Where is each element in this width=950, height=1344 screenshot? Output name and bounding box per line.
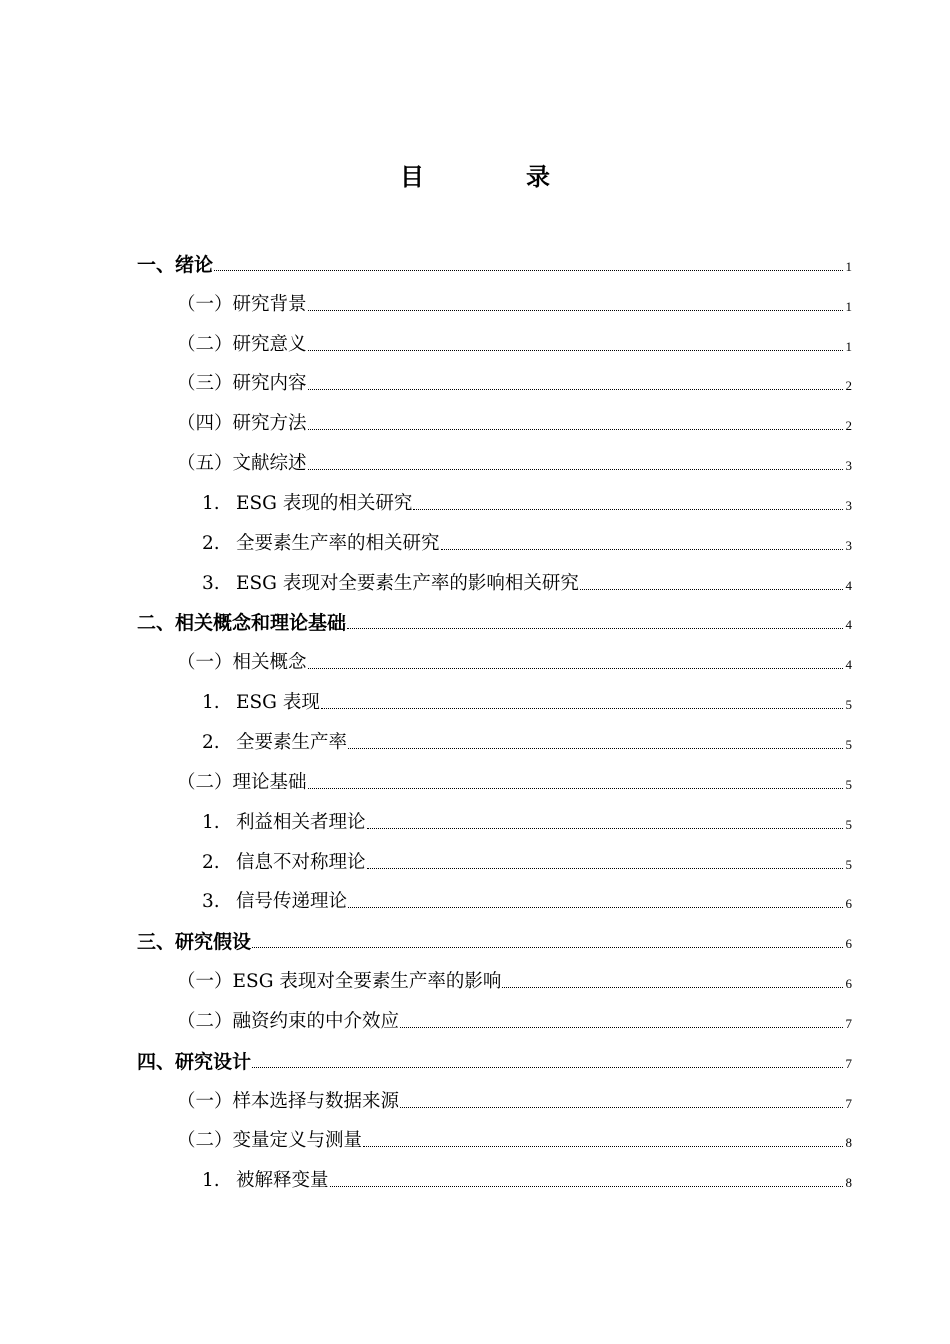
toc-entry-label — [177, 292, 307, 320]
toc-entry-level-3[interactable] — [137, 479, 852, 519]
toc-entry-number: 1. — [202, 1170, 220, 1192]
toc-entry-label — [137, 610, 346, 638]
toc-dot-leader — [214, 270, 843, 271]
toc-dot-leader — [348, 907, 843, 908]
toc-entry-level-3[interactable] — [137, 878, 852, 918]
toc-page-number: 5 — [845, 856, 852, 872]
toc-dot-leader — [347, 628, 843, 629]
toc-dot-leader — [367, 828, 843, 829]
toc-page-number: 7 — [845, 1055, 852, 1071]
toc-page-number: 4 — [845, 577, 852, 593]
toc-entry-level-1[interactable] — [137, 1037, 852, 1077]
toc-entry-level-2[interactable] — [137, 399, 852, 439]
toc-title — [0, 160, 950, 194]
toc-page-number: 6 — [845, 976, 852, 992]
toc-dot-leader — [413, 509, 843, 510]
toc-entry-text: 研究意义 — [232, 333, 307, 355]
toc-entry-text: ESG 表现对全要素生产率的影响 — [232, 971, 502, 993]
toc-entry-label — [177, 969, 501, 997]
toc-entry-text: 全要素生产率的相关研究 — [236, 532, 440, 554]
toc-entry-number: （四） — [177, 413, 233, 435]
toc-dot-leader — [321, 708, 843, 709]
toc-entry-number: （二） — [177, 333, 233, 355]
toc-entry-level-3[interactable] — [137, 519, 852, 559]
toc-entry-text: 信息不对称理论 — [236, 851, 366, 873]
toc-entry-number: （五） — [177, 453, 233, 475]
toc-page-number: 8 — [845, 1175, 852, 1191]
toc-entry-label — [202, 810, 366, 838]
toc-dot-leader — [308, 788, 843, 789]
toc-entry-text: ESG 表现对全要素生产率的影响相关研究 — [236, 572, 579, 594]
toc-entry-level-3[interactable] — [137, 1156, 852, 1196]
toc-page-number: 1 — [845, 338, 852, 354]
toc-dot-leader — [400, 1107, 843, 1108]
toc-page-number: 3 — [845, 497, 852, 513]
toc-dot-leader — [308, 310, 843, 311]
toc-entry-level-2[interactable] — [137, 439, 852, 479]
toc-dot-leader — [580, 589, 843, 590]
toc-entry-label — [177, 1009, 399, 1037]
toc-entry-level-1[interactable] — [137, 240, 852, 280]
toc-entry-text: 信号传递理论 — [236, 891, 348, 913]
toc-page-number: 5 — [845, 736, 852, 752]
toc-entry-label — [137, 252, 213, 280]
toc-page-number: 2 — [845, 418, 852, 434]
toc-entry-text: 利益相关者理论 — [236, 811, 366, 833]
toc-entry-label — [202, 850, 366, 878]
toc-dot-leader — [502, 987, 843, 988]
toc-entry-number: （一） — [177, 652, 233, 674]
toc-entry-number: （一） — [177, 293, 233, 315]
toc-dot-leader — [363, 1146, 843, 1147]
toc-page-number: 6 — [845, 896, 852, 912]
toc-entry-number: （三） — [177, 373, 233, 395]
toc-entry-label — [177, 650, 307, 678]
toc-dot-leader — [441, 549, 843, 550]
toc-entry-text: 相关概念和理论基础 — [175, 612, 347, 635]
toc-entry-label — [202, 690, 320, 718]
toc-entry-level-2[interactable] — [137, 280, 852, 320]
toc-entry-number: 二、 — [137, 612, 176, 635]
toc-page-number: 4 — [845, 657, 852, 673]
toc-page-number: 1 — [845, 298, 852, 314]
toc-title-char-2: 录 — [526, 163, 550, 191]
toc-entry-label — [202, 730, 347, 758]
toc-title-char-1: 目 — [400, 163, 424, 191]
toc-entry-label — [202, 571, 579, 599]
toc-entry-label — [177, 1128, 362, 1156]
toc-dot-leader — [308, 350, 843, 351]
toc-page-number: 7 — [845, 1095, 852, 1111]
toc-entry-number: 四、 — [137, 1050, 176, 1073]
toc-entry-number: 三、 — [137, 931, 176, 954]
toc-entry-number: 1. — [202, 811, 220, 833]
toc-entry-level-1[interactable] — [137, 917, 852, 957]
toc-entry-number: 1. — [202, 692, 220, 714]
toc-entry-text: 被解释变量 — [236, 1170, 329, 1192]
toc-entry-level-3[interactable] — [137, 838, 852, 878]
toc-entry-number: （二） — [177, 1130, 233, 1152]
toc-page-number: 5 — [845, 697, 852, 713]
toc-page-number: 3 — [845, 537, 852, 553]
toc-entry-text: 研究内容 — [232, 373, 307, 395]
toc-dot-leader — [308, 389, 843, 390]
toc-entry-text: 研究背景 — [232, 293, 307, 315]
toc-entry-text: 融资约束的中介效应 — [232, 1010, 400, 1032]
toc-page-number: 5 — [845, 816, 852, 832]
toc-entry-text: 样本选择与数据来源 — [232, 1090, 400, 1112]
toc-entry-level-2[interactable] — [137, 360, 852, 400]
toc-entry-number: 1. — [202, 492, 220, 514]
toc-entry-level-2[interactable] — [137, 758, 852, 798]
toc-entry-label — [177, 371, 307, 399]
toc-page-number: 6 — [845, 936, 852, 952]
toc-dot-leader — [252, 1067, 843, 1068]
toc-entry-level-2[interactable] — [137, 957, 852, 997]
toc-page-number: 8 — [845, 1135, 852, 1151]
toc-entry-label — [177, 451, 307, 479]
toc-entry-label — [202, 889, 347, 917]
toc-entry-label — [202, 1168, 329, 1196]
toc-entry-label — [177, 770, 307, 798]
toc-entry-text: 全要素生产率 — [236, 731, 348, 753]
toc-entry-level-3[interactable] — [137, 718, 852, 758]
toc-entry-number: （一） — [177, 1090, 233, 1112]
toc-entry-number: （二） — [177, 771, 233, 793]
toc-entry-number: 一、 — [137, 253, 176, 276]
toc-entry-level-2[interactable] — [137, 997, 852, 1037]
toc-dot-leader — [308, 668, 843, 669]
toc-entry-label — [202, 531, 440, 559]
toc-dot-leader — [252, 947, 843, 948]
toc-dot-leader — [367, 868, 843, 869]
toc-page-number: 7 — [845, 1015, 852, 1031]
toc-entry-number: （二） — [177, 1010, 233, 1032]
toc-entry-level-2[interactable] — [137, 638, 852, 678]
toc-entry-level-2[interactable] — [137, 1077, 852, 1117]
toc-entry-number: （一） — [177, 971, 233, 993]
toc-entry-text: 研究设计 — [175, 1050, 252, 1073]
toc-entry-text: 相关概念 — [232, 652, 307, 674]
toc-entry-number: 2. — [202, 851, 220, 873]
toc-dot-leader — [348, 748, 843, 749]
toc-entry-text: 理论基础 — [232, 771, 307, 793]
toc-entry-number: 3. — [202, 572, 220, 594]
toc-entry-text: ESG 表现的相关研究 — [236, 492, 413, 514]
toc-page-number: 1 — [845, 258, 852, 274]
toc-dot-leader — [330, 1186, 843, 1187]
toc-entry-number: 3. — [202, 891, 220, 913]
toc-entry-label — [177, 332, 307, 360]
toc-page-number: 2 — [845, 378, 852, 394]
toc-entry-label — [177, 1089, 399, 1117]
toc-page-number: 5 — [845, 776, 852, 792]
toc-entry-level-2[interactable] — [137, 320, 852, 360]
toc-page-number: 4 — [845, 617, 852, 633]
toc-entry-label — [137, 929, 251, 957]
toc-entry-text: 绪论 — [175, 253, 214, 276]
toc-entry-text: 研究方法 — [232, 413, 307, 435]
toc-entry-text: ESG 表现 — [236, 692, 320, 714]
toc-entry-label — [177, 411, 307, 439]
toc-entry-text: 研究假设 — [175, 931, 252, 954]
toc-dot-leader — [308, 429, 843, 430]
toc-page-number: 3 — [845, 458, 852, 474]
toc-entry-level-1[interactable] — [137, 599, 852, 639]
toc-dot-leader — [400, 1027, 843, 1028]
toc-entry-number: 2. — [202, 731, 220, 753]
toc-entry-level-3[interactable] — [137, 798, 852, 838]
toc-dot-leader — [308, 469, 843, 470]
toc-entry-label — [137, 1049, 251, 1077]
toc-entry-label — [202, 491, 412, 519]
toc-list — [137, 240, 852, 1196]
toc-entry-number: 2. — [202, 532, 220, 554]
toc-entry-text: 变量定义与测量 — [232, 1130, 363, 1152]
toc-entry-level-3[interactable] — [137, 559, 852, 599]
toc-entry-level-3[interactable] — [137, 678, 852, 718]
toc-entry-level-2[interactable] — [137, 1117, 852, 1157]
toc-entry-text: 文献综述 — [232, 453, 307, 475]
